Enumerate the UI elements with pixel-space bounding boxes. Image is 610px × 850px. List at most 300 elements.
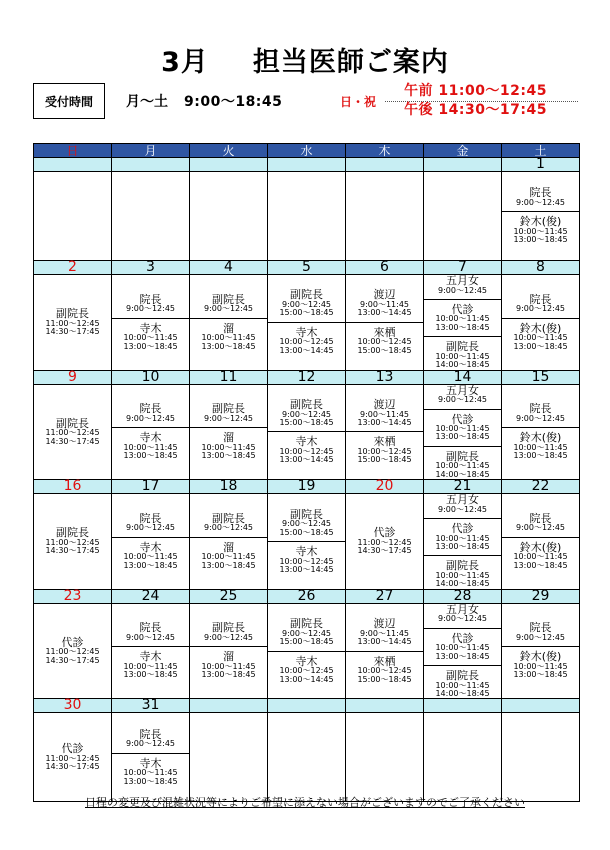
shift-time: 9:00〜11:45 <box>359 409 410 419</box>
doctor-name: 院長 <box>529 186 552 200</box>
doctor-name: 寺木 <box>139 756 162 770</box>
shift-time: 15:00〜18:45 <box>357 455 412 465</box>
shift-time: 15:00〜18:45 <box>357 345 412 355</box>
doctor-entry <box>190 622 267 642</box>
date-cell: 6 <box>346 261 424 275</box>
doctor-entry <box>112 542 189 570</box>
shift-time: 10:00〜11:45 <box>513 552 568 562</box>
title-text: 担当医師ご案内 <box>252 47 449 78</box>
doctor-name: 溜 <box>223 650 234 664</box>
doctor-entry <box>112 651 189 679</box>
shift-divider <box>424 446 501 447</box>
weekday-hours <box>126 91 282 111</box>
doctor-entry <box>346 327 423 355</box>
date-cell: 17 <box>112 480 190 494</box>
doctor-entry <box>190 432 267 460</box>
doctor-entry <box>268 546 345 574</box>
doctor-name: 五月女 <box>446 493 479 507</box>
doctor-name: 來栖 <box>373 325 396 339</box>
doctor-entry <box>502 432 579 460</box>
doctor-name: 院長 <box>529 292 552 306</box>
doctor-name: 副院長 <box>446 340 479 354</box>
doctor-row <box>34 275 580 371</box>
doctor-entry <box>502 513 579 533</box>
doctor-name: 溜 <box>223 540 234 554</box>
doctor-name: 寺木 <box>139 650 162 664</box>
doctor-name: 寺木 <box>295 544 318 558</box>
doctor-name: 副院長 <box>212 402 245 416</box>
date-cell: 18 <box>190 480 268 494</box>
date-cell: 12 <box>268 370 346 384</box>
doctor-entry <box>346 436 423 464</box>
doctor-cell <box>502 494 580 590</box>
shift-divider <box>502 211 579 212</box>
doctor-name: 副院長 <box>212 292 245 306</box>
doctor-cell <box>268 494 346 590</box>
doctor-cell <box>112 384 190 480</box>
doctor-cell <box>112 713 190 802</box>
shift-divider <box>112 753 189 754</box>
date-cell <box>346 158 424 172</box>
shift-time: 13:00〜18:45 <box>513 341 568 351</box>
doctor-name: 寺木 <box>295 654 318 668</box>
shift-divider <box>190 646 267 647</box>
doctor-cell <box>346 713 424 802</box>
date-cell: 30 <box>34 699 112 713</box>
shift-time: 14:30〜17:45 <box>45 762 100 772</box>
date-cell <box>268 699 346 713</box>
doctor-name: 副院長 <box>290 507 323 521</box>
date-cell: 14 <box>424 370 502 384</box>
date-row <box>34 261 580 275</box>
date-cell: 27 <box>346 589 424 603</box>
shift-time: 10:00〜12:45 <box>357 666 412 676</box>
doctor-entry <box>34 743 111 771</box>
date-cell: 10 <box>112 370 190 384</box>
doctor-cell <box>502 713 580 802</box>
doctor-cell <box>502 275 580 371</box>
date-cell <box>424 699 502 713</box>
doctor-entry <box>502 294 579 314</box>
doctor-entry <box>502 323 579 351</box>
shift-divider <box>502 646 579 647</box>
shift-time: 9:00〜11:45 <box>359 628 410 638</box>
doctor-row <box>34 384 580 480</box>
doctor-row <box>34 713 580 802</box>
weekday-header: 木 <box>346 144 424 158</box>
shift-divider <box>502 427 579 428</box>
doctor-entry <box>424 451 501 479</box>
shift-time: 10:00〜11:45 <box>123 552 178 562</box>
doctor-name: 代診 <box>451 522 474 536</box>
doctor-cell <box>34 603 112 699</box>
shift-time: 10:00〜11:45 <box>123 333 178 343</box>
weekday-header: 火 <box>190 144 268 158</box>
shift-time: 9:00〜12:45 <box>281 300 332 310</box>
doctor-row <box>34 494 580 590</box>
doctor-name: 代診 <box>451 302 474 316</box>
shift-time: 10:00〜12:45 <box>357 446 412 456</box>
date-row <box>34 699 580 713</box>
shift-time: 13:00〜18:45 <box>123 341 178 351</box>
date-cell <box>112 158 190 172</box>
shift-time: 13:00〜18:45 <box>201 560 256 570</box>
doctor-entry <box>424 385 501 405</box>
shift-time: 14:30〜17:45 <box>45 546 100 556</box>
weekday-header: 金 <box>424 144 502 158</box>
doctor-cell <box>34 275 112 371</box>
doctor-cell <box>424 384 502 480</box>
doctor-entry <box>346 527 423 555</box>
shift-time: 10:00〜11:45 <box>201 552 256 562</box>
doctor-entry <box>502 651 579 679</box>
shift-time: 13:00〜14:45 <box>279 564 334 574</box>
shift-time: 13:00〜14:45 <box>357 418 412 427</box>
doctor-entry <box>112 403 189 423</box>
shift-divider <box>424 336 501 337</box>
date-cell: 7 <box>424 261 502 275</box>
date-cell: 3 <box>112 261 190 275</box>
shift-time: 14:30〜17:45 <box>45 655 100 665</box>
date-cell <box>190 699 268 713</box>
weekday-time: 9:00〜18:45 <box>184 94 283 110</box>
holiday-hours <box>404 82 547 120</box>
doctor-cell <box>190 384 268 480</box>
date-cell: 9 <box>34 370 112 384</box>
doctor-cell <box>190 275 268 371</box>
shift-time: 9:00〜12:45 <box>515 523 566 533</box>
doctor-entry <box>424 560 501 588</box>
shift-time: 9:00〜12:45 <box>125 739 176 749</box>
shift-time: 10:00〜12:45 <box>279 666 334 676</box>
doctor-entry <box>424 523 501 551</box>
doctor-entry <box>112 432 189 460</box>
page-title <box>0 40 610 79</box>
doctor-name: 代診 <box>61 635 84 649</box>
doctor-entry <box>502 216 579 244</box>
shift-time: 13:00〜18:45 <box>123 776 178 786</box>
shift-time: 13:00〜18:45 <box>435 432 490 442</box>
date-cell: 4 <box>190 261 268 275</box>
doctor-entry <box>34 418 111 446</box>
shift-divider <box>346 431 423 432</box>
shift-time: 9:00〜12:45 <box>437 504 488 514</box>
shift-time: 14:30〜17:45 <box>357 546 412 556</box>
holiday-am-hours: 午前 11:00〜12:45 <box>404 83 548 99</box>
date-row <box>34 480 580 494</box>
shift-time: 13:00〜18:45 <box>123 560 178 570</box>
doctor-name: 代診 <box>373 526 396 540</box>
date-cell <box>190 158 268 172</box>
shift-time: 11:00〜12:45 <box>357 537 412 547</box>
shift-time: 13:00〜14:45 <box>279 455 334 465</box>
shift-time: 9:00〜12:45 <box>515 413 566 423</box>
doctor-entry <box>112 513 189 533</box>
shift-time: 9:00〜12:45 <box>203 413 254 423</box>
shift-time: 10:00〜11:45 <box>513 442 568 452</box>
shift-time: 11:00〜12:45 <box>45 753 100 763</box>
shift-time: 10:00〜11:45 <box>435 533 490 543</box>
shift-time: 15:00〜18:45 <box>279 308 334 318</box>
shift-divider <box>424 409 501 410</box>
date-cell: 16 <box>34 480 112 494</box>
shift-time: 10:00〜11:45 <box>201 333 256 343</box>
doctor-entry <box>268 618 345 646</box>
title-month: 3月 <box>161 47 209 78</box>
doctor-name: 院長 <box>139 402 162 416</box>
doctor-cell <box>346 494 424 590</box>
date-cell: 28 <box>424 589 502 603</box>
date-row <box>34 370 580 384</box>
doctor-cell <box>34 384 112 480</box>
weekday-days: 月〜土 <box>126 94 168 110</box>
date-cell: 26 <box>268 589 346 603</box>
date-cell: 11 <box>190 370 268 384</box>
shift-divider <box>424 299 501 300</box>
shift-divider <box>268 651 345 652</box>
shift-time: 9:00〜12:45 <box>125 413 176 423</box>
weekday-header: 水 <box>268 144 346 158</box>
doctor-cell <box>34 172 112 261</box>
shift-time: 10:00〜11:45 <box>513 661 568 671</box>
shift-time: 13:00〜14:45 <box>279 674 334 684</box>
shift-time: 9:00〜12:45 <box>203 523 254 533</box>
doctor-entry <box>502 187 579 207</box>
shift-time: 15:00〜18:45 <box>357 674 412 684</box>
shift-time: 13:00〜18:45 <box>123 451 178 461</box>
doctor-entry <box>190 542 267 570</box>
doctor-entry <box>34 527 111 555</box>
shift-divider <box>424 665 501 666</box>
shift-time: 9:00〜12:45 <box>203 632 254 642</box>
shift-time: 10:00〜11:45 <box>123 661 178 671</box>
shift-divider <box>112 537 189 538</box>
shift-time: 10:00〜11:45 <box>435 314 490 324</box>
doctor-entry <box>190 403 267 423</box>
date-cell: 24 <box>112 589 190 603</box>
shift-time: 10:00〜11:45 <box>201 442 256 452</box>
doctor-name: 副院長 <box>290 398 323 412</box>
shift-time: 10:00〜11:45 <box>435 680 490 690</box>
shift-time: 10:00〜12:45 <box>357 337 412 347</box>
shift-divider <box>190 427 267 428</box>
shift-time: 10:00〜11:45 <box>435 461 490 471</box>
shift-divider <box>346 651 423 652</box>
doctor-entry <box>424 304 501 332</box>
shift-divider <box>190 537 267 538</box>
weekday-header: 月 <box>112 144 190 158</box>
doctor-entry <box>112 758 189 786</box>
doctor-entry <box>268 399 345 427</box>
shift-divider <box>112 646 189 647</box>
doctor-cell <box>346 603 424 699</box>
shift-time: 10:00〜11:45 <box>201 661 256 671</box>
shift-time: 13:00〜18:45 <box>513 451 568 461</box>
doctor-name: 副院長 <box>446 449 479 463</box>
doctor-name: 鈴木(俊) <box>519 431 562 445</box>
shift-time: 13:00〜18:45 <box>513 235 568 245</box>
doctor-cell <box>190 713 268 802</box>
date-cell: 2 <box>34 261 112 275</box>
doctor-name: 院長 <box>529 402 552 416</box>
shift-divider <box>268 431 345 432</box>
date-cell: 21 <box>424 480 502 494</box>
shift-time: 9:00〜12:45 <box>437 395 488 405</box>
shift-time: 10:00〜11:45 <box>513 226 568 236</box>
shift-time: 13:00〜14:45 <box>357 637 412 647</box>
doctor-cell <box>112 494 190 590</box>
doctor-name: 渡辺 <box>373 288 396 302</box>
doctor-name: 副院長 <box>56 307 89 321</box>
doctor-cell <box>190 603 268 699</box>
shift-time: 9:00〜12:45 <box>203 304 254 314</box>
shift-time: 10:00〜11:45 <box>435 424 490 434</box>
holiday-pm-hours: 午後 14:30〜17:45 <box>404 102 548 118</box>
doctor-cell <box>268 713 346 802</box>
date-cell: 5 <box>268 261 346 275</box>
shift-divider <box>268 541 345 542</box>
shift-time: 9:00〜12:45 <box>125 304 176 314</box>
doctor-name: 五月女 <box>446 602 479 616</box>
shift-time: 9:00〜11:45 <box>359 300 410 310</box>
doctor-entry <box>502 403 579 423</box>
doctor-entry <box>190 294 267 314</box>
doctor-name: 院長 <box>139 511 162 525</box>
doctor-entry <box>424 494 501 514</box>
doctor-cell <box>346 172 424 261</box>
doctor-name: 院長 <box>529 621 552 635</box>
shift-time: 9:00〜12:45 <box>281 628 332 638</box>
doctor-entry <box>424 633 501 661</box>
doctor-name: 鈴木(俊) <box>519 321 562 335</box>
doctor-entry <box>268 656 345 684</box>
doctor-row <box>34 172 580 261</box>
doctor-entry <box>190 323 267 351</box>
doctor-entry <box>268 289 345 317</box>
date-cell: 25 <box>190 589 268 603</box>
doctor-cell <box>112 275 190 371</box>
doctor-entry <box>346 289 423 317</box>
shift-time: 13:00〜18:45 <box>513 670 568 680</box>
doctor-cell <box>424 713 502 802</box>
shift-time: 9:00〜12:45 <box>515 304 566 314</box>
doctor-name: 副院長 <box>446 559 479 573</box>
reception-hours-label: 受付時間 <box>33 83 105 119</box>
shift-time: 10:00〜12:45 <box>279 337 334 347</box>
doctor-entry <box>112 622 189 642</box>
doctor-name: 院長 <box>139 621 162 635</box>
doctor-cell <box>346 384 424 480</box>
doctor-name: 寺木 <box>295 435 318 449</box>
date-cell: 8 <box>502 261 580 275</box>
shift-time: 11:00〜12:45 <box>45 428 100 438</box>
doctor-name: 來栖 <box>373 435 396 449</box>
doctor-name: 寺木 <box>295 325 318 339</box>
doctor-name: 代診 <box>451 412 474 426</box>
doctor-entry <box>190 513 267 533</box>
shift-time: 10:00〜11:45 <box>513 333 568 343</box>
shift-time: 14:30〜17:45 <box>45 436 100 446</box>
doctor-cell <box>424 603 502 699</box>
shift-divider <box>502 537 579 538</box>
shift-time: 14:30〜17:45 <box>45 327 100 337</box>
shift-time: 13:00〜18:45 <box>201 670 256 680</box>
date-cell: 19 <box>268 480 346 494</box>
shift-divider <box>268 322 345 323</box>
shift-divider <box>424 628 501 629</box>
date-cell: 22 <box>502 480 580 494</box>
shift-time: 11:00〜12:45 <box>45 647 100 657</box>
shift-divider <box>424 518 501 519</box>
doctor-cell <box>190 172 268 261</box>
shift-time: 15:00〜18:45 <box>279 418 334 427</box>
doctor-entry <box>112 294 189 314</box>
doctor-cell <box>502 603 580 699</box>
doctor-entry <box>268 436 345 464</box>
doctor-name: 副院長 <box>56 416 89 430</box>
doctor-cell <box>424 494 502 590</box>
doctor-cell <box>112 603 190 699</box>
doctor-name: 院長 <box>139 292 162 306</box>
weekday-header-row <box>34 144 580 158</box>
shift-time: 10:00〜12:45 <box>279 556 334 566</box>
shift-time: 13:00〜18:45 <box>513 560 568 570</box>
doctor-name: 院長 <box>529 511 552 525</box>
doctor-cell <box>34 713 112 802</box>
doctor-entry <box>424 341 501 369</box>
date-cell <box>268 158 346 172</box>
holiday-label: 日・祝 <box>340 95 377 109</box>
doctor-entry <box>190 651 267 679</box>
shift-time: 9:00〜12:45 <box>515 632 566 642</box>
shift-time: 9:00〜12:45 <box>437 614 488 624</box>
shift-time: 10:00〜11:45 <box>123 442 178 452</box>
date-cell <box>346 699 424 713</box>
doctor-cell <box>424 172 502 261</box>
doctor-name: 溜 <box>223 431 234 445</box>
doctor-entry <box>424 670 501 698</box>
weekday-header: 日 <box>34 144 112 158</box>
date-cell: 15 <box>502 370 580 384</box>
doctor-cell <box>424 275 502 371</box>
doctor-entry <box>34 308 111 336</box>
doctor-name: 寺木 <box>139 540 162 554</box>
date-cell: 20 <box>346 480 424 494</box>
shift-time: 13:00〜18:45 <box>201 451 256 461</box>
doctor-cell <box>268 172 346 261</box>
doctor-name: 代診 <box>451 631 474 645</box>
shift-time: 10:00〜11:45 <box>435 351 490 361</box>
shift-time: 10:00〜11:45 <box>435 643 490 653</box>
date-cell: 13 <box>346 370 424 384</box>
doctor-name: 副院長 <box>56 526 89 540</box>
shift-time: 13:00〜18:45 <box>435 542 490 552</box>
shift-time: 9:00〜12:45 <box>281 409 332 419</box>
doctor-name: 來栖 <box>373 654 396 668</box>
doctor-name: 溜 <box>223 321 234 335</box>
doctor-row <box>34 603 580 699</box>
shift-time: 9:00〜12:45 <box>437 285 488 295</box>
doctor-cell <box>268 603 346 699</box>
shift-time: 10:00〜12:45 <box>279 446 334 456</box>
shift-divider <box>112 427 189 428</box>
doctor-entry <box>424 604 501 624</box>
doctor-entry <box>112 729 189 749</box>
shift-time: 15:00〜18:45 <box>279 637 334 647</box>
doctor-entry <box>346 656 423 684</box>
shift-divider <box>112 318 189 319</box>
shift-divider <box>346 322 423 323</box>
